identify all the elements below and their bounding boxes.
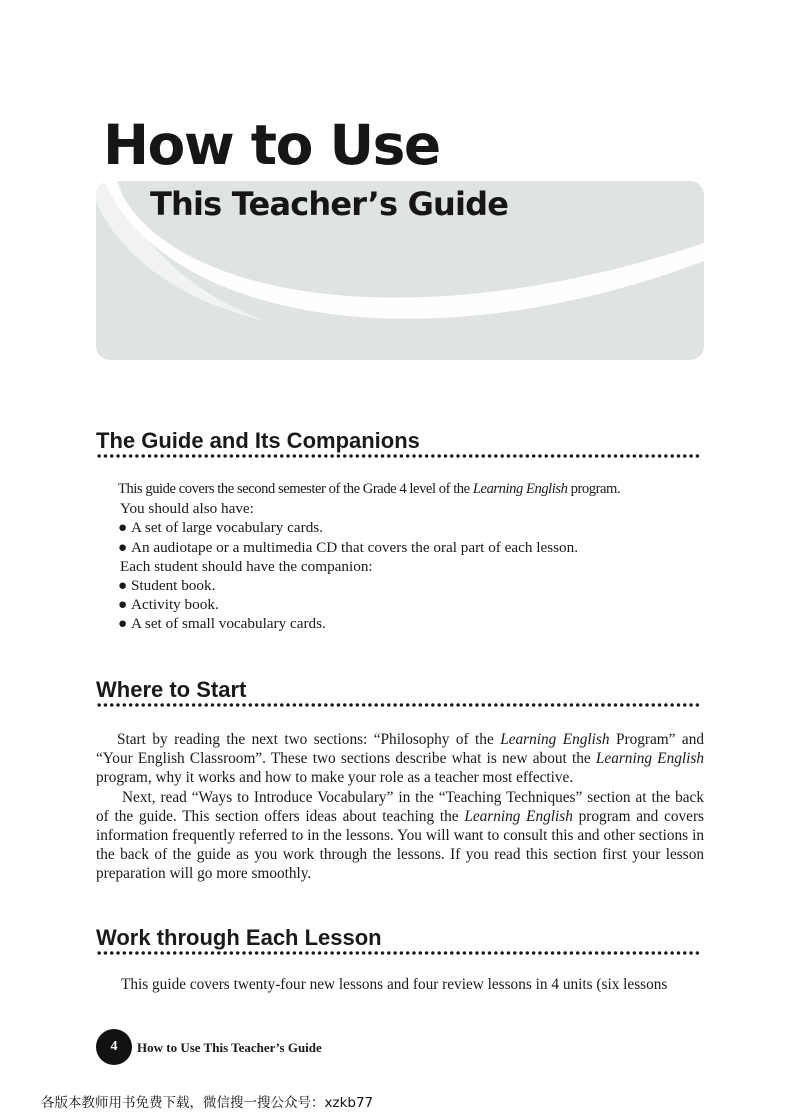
work-through-body [96, 975, 704, 994]
section-heading-text: Work through Each Lesson [96, 925, 382, 950]
teacher-materials-label: You should also have: [120, 500, 254, 518]
list-item: ● A set of small vocabulary cards. [118, 614, 708, 633]
section-heading-text: The Guide and Its Companions [96, 428, 420, 453]
page-number-badge: 4 [96, 1029, 132, 1065]
watermark-text: 各版本教师用书免费下载，微信搜一搜公众号：xzkb77 [41, 1095, 374, 1111]
running-footer-title: How to Use This Teacher’s Guide [137, 1040, 322, 1055]
list-item: ● A set of large vocabulary cards. [118, 518, 708, 537]
companions-list [118, 480, 708, 634]
list-item: ● Activity book. [118, 595, 708, 614]
list-item: ● An audiotape or a multimedia CD that covers the oral part of each lesson. [118, 538, 708, 557]
paragraph: Next, read “Ways to Introduce Vocabulary” in the “Teaching Techniques” section at the back of the guide. This section offers ideas about teaching the Learning English program and covers information frequently referred to in the lessons. You will want to consult this and other sections in the back of the guide as you work through the lessons. If you read this section first your lesson preparation will go more smoothly. [96, 788, 704, 883]
page-subtitle: This Teacher’s Guide [150, 185, 509, 223]
program-name: Learning English [472, 481, 568, 497]
section-heading-companions [96, 422, 700, 454]
page-title: How to Use [103, 113, 440, 177]
paragraph: Start by reading the next two sections: “Philosophy of the Learning English Program” and “Your English Classroom”. These two sections describe what is new about the Learning English program, why it works and how to make your role as a teacher most effective. [96, 731, 704, 787]
paragraph: This guide covers twenty-four new lessons and four review lessons in 4 units (six lessons [121, 976, 668, 993]
student-materials-label: Each student should have the companion: [120, 557, 373, 575]
section-heading-work-through [96, 919, 700, 951]
companions-intro: This guide covers the second semester of the Grade 4 level of the Learning English program. [118, 481, 621, 497]
section-heading-where-to-start [96, 671, 700, 703]
where-to-start-body [96, 730, 704, 884]
section-heading-text: Where to Start [96, 677, 247, 702]
list-item: ● Student book. [118, 576, 708, 595]
